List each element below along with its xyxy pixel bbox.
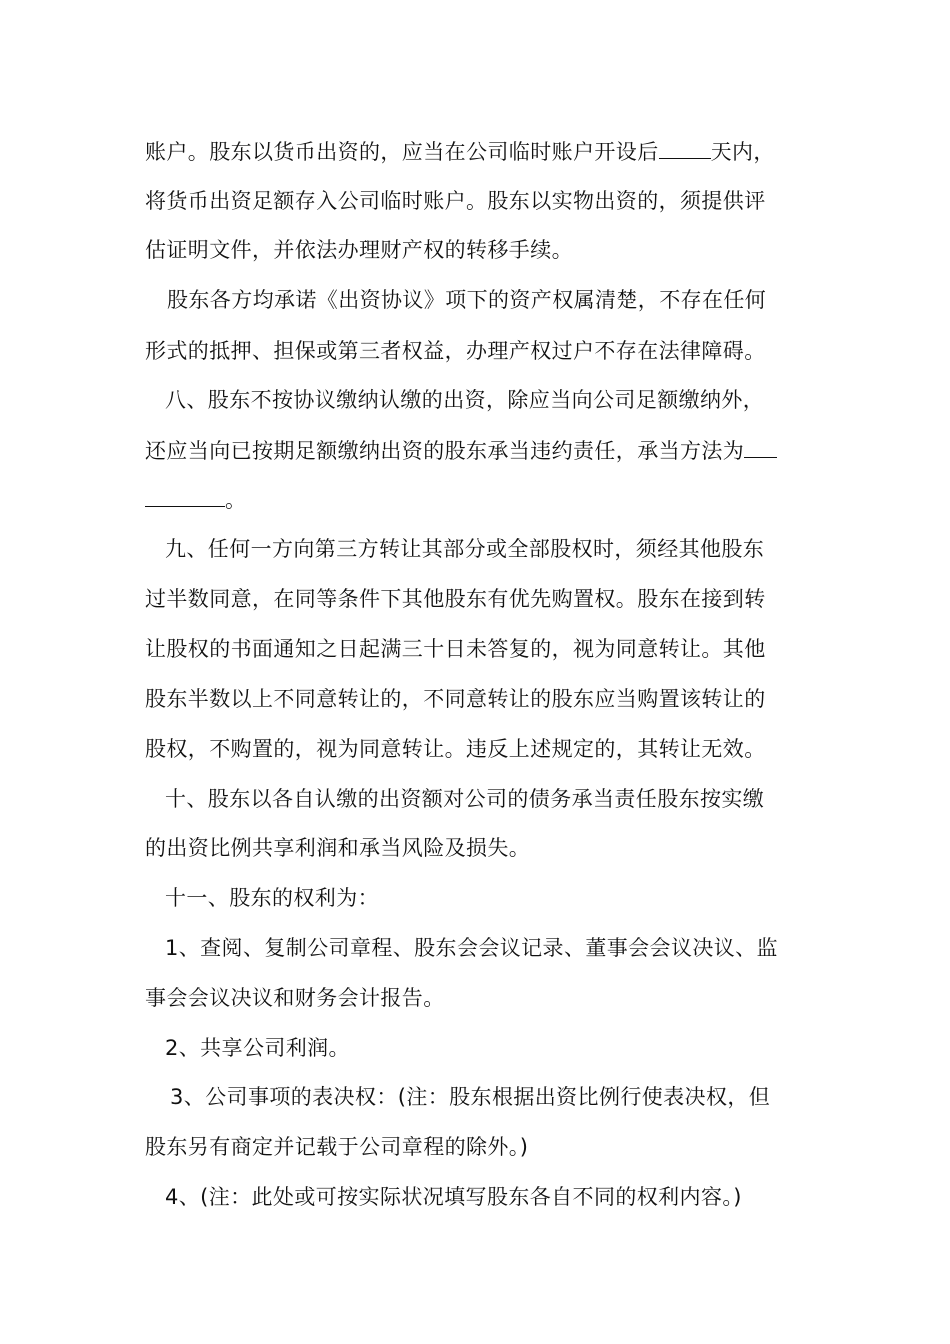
text-line <box>145 435 825 465</box>
text-line: 股东各方均承诺《出资协议》项下的资产权属清楚，不存在任何 <box>167 288 767 312</box>
text-line: 让股权的书面通知之日起满三十日未答复的，视为同意转让。其他 <box>145 637 766 661</box>
text-segment: 账户。股东以货币出资的，应当在公司临时账户开设后 <box>145 140 659 164</box>
text-line: 八、股东不按协议缴纳认缴的出资，除应当向公司足额缴纳外， <box>165 388 765 412</box>
fill-in-blank <box>659 136 711 159</box>
list-item: 1、查阅、复制公司章程、股东会会议记录、董事会会议决议、监 <box>165 936 778 960</box>
text-line <box>145 136 825 166</box>
text-segment: 还应当向已按期足额缴纳出资的股东承当违约责任，承当方法为 <box>145 439 745 463</box>
list-item: 4、(注：此处或可按实际状况填写股东各自不同的权利内容。) <box>165 1185 742 1209</box>
list-item: 2、共享公司利润。 <box>165 1036 350 1060</box>
text-line: 事会会议决议和财务会计报告。 <box>145 986 445 1010</box>
text-line: 股权，不购置的，视为同意转让。违反上述规定的，其转让无效。 <box>145 737 766 761</box>
text-line: 九、任何一方向第三方转让其部分或全部股权时，须经其他股东 <box>165 537 765 561</box>
section-heading: 十一、股东的权利为： <box>165 886 379 910</box>
text-line: 股东另有商定并记载于公司章程的除外。) <box>145 1135 529 1159</box>
text-segment: 。 <box>225 488 247 512</box>
text-line <box>145 484 825 514</box>
list-item: 3、公司事项的表决权：(注：股东根据出资比例行使表决权，但 <box>170 1085 771 1109</box>
text-segment: 天内， <box>710 140 775 164</box>
text-line: 的出资比例共享利润和承当风险及损失。 <box>145 836 531 860</box>
text-line: 将货币出资足额存入公司临时账户。股东以实物出资的，须提供评 <box>145 189 766 213</box>
text-line: 十、股东以各自认缴的出资额对公司的债务承当责任股东按实缴 <box>165 787 765 811</box>
text-line: 过半数同意，在同等条件下其他股东有优先购置权。股东在接到转 <box>145 587 766 611</box>
fill-in-blank <box>145 484 225 507</box>
text-line: 估证明文件，并依法办理财产权的转移手续。 <box>145 238 573 262</box>
text-line: 形式的抵押、担保或第三者权益，办理产权过户不存在法律障碍。 <box>145 339 766 363</box>
fill-in-blank <box>744 435 777 458</box>
text-line: 股东半数以上不同意转让的，不同意转让的股东应当购置该转让的 <box>145 687 766 711</box>
